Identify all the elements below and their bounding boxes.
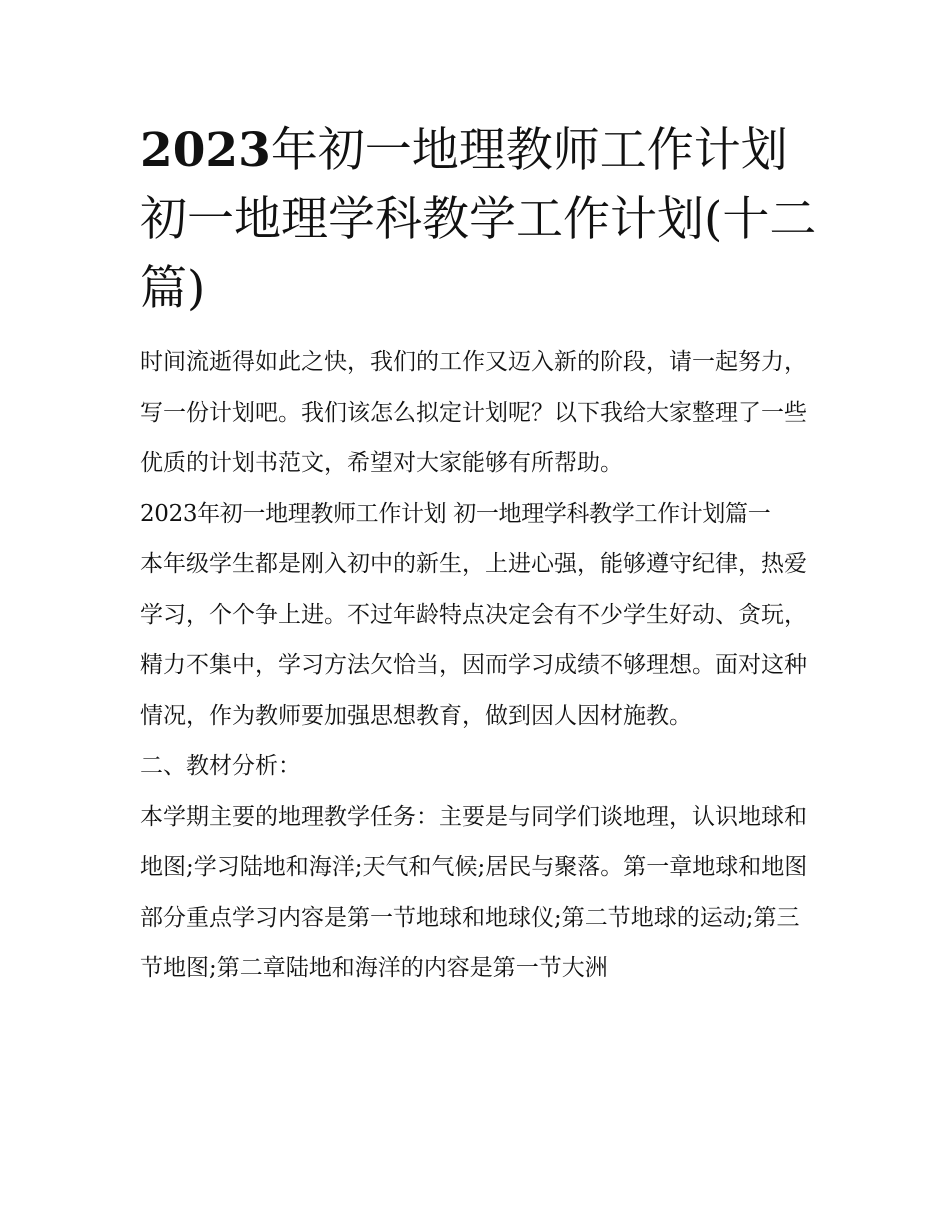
document-title-text: 年初一地理教师工作计划初一地理学科教学工作计划(十二篇) — [140, 123, 817, 316]
intro-paragraph: 时间流逝得如此之快，我们的工作又迈入新的阶段，请一起努力，写一份计划吧。我们该怎么拟定计划呢？以下我给大家整理了一些优质的计划书范文，希望对大家能够有所帮助。 — [140, 349, 807, 476]
document-title — [140, 116, 820, 323]
document-title-year: 2023 — [140, 123, 271, 178]
document-body — [140, 337, 820, 994]
materials-heading: 二、教材分析： — [140, 753, 301, 779]
materials-paragraph: 本学期主要的地理教学任务：主要是与同学们谈地理，认识地球和地图;学习陆地和海洋;天气和气候;居民与聚落。第一章地球和地图部分重点学习内容是第一节地球和地球仪;第二节地球的运动;第三节地图;第二章陆地和海洋的内容是第一节大洲 — [140, 803, 808, 981]
students-paragraph: 本年级学生都是刚入初中的新生，上进心强，能够遵守纪律，热爱学习，个个争上进。不过年龄特点决定会有不少学生好动、贪玩，精力不集中，学习方法欠恰当，因而学习成绩不够理想。面对这种情况，作为教师要加强思想教育，做到因人因材施教。 — [140, 551, 807, 729]
document-content — [140, 116, 820, 994]
section-heading: 2023年初一地理教师工作计划 初一地理学科教学工作计划篇一 — [140, 500, 771, 527]
